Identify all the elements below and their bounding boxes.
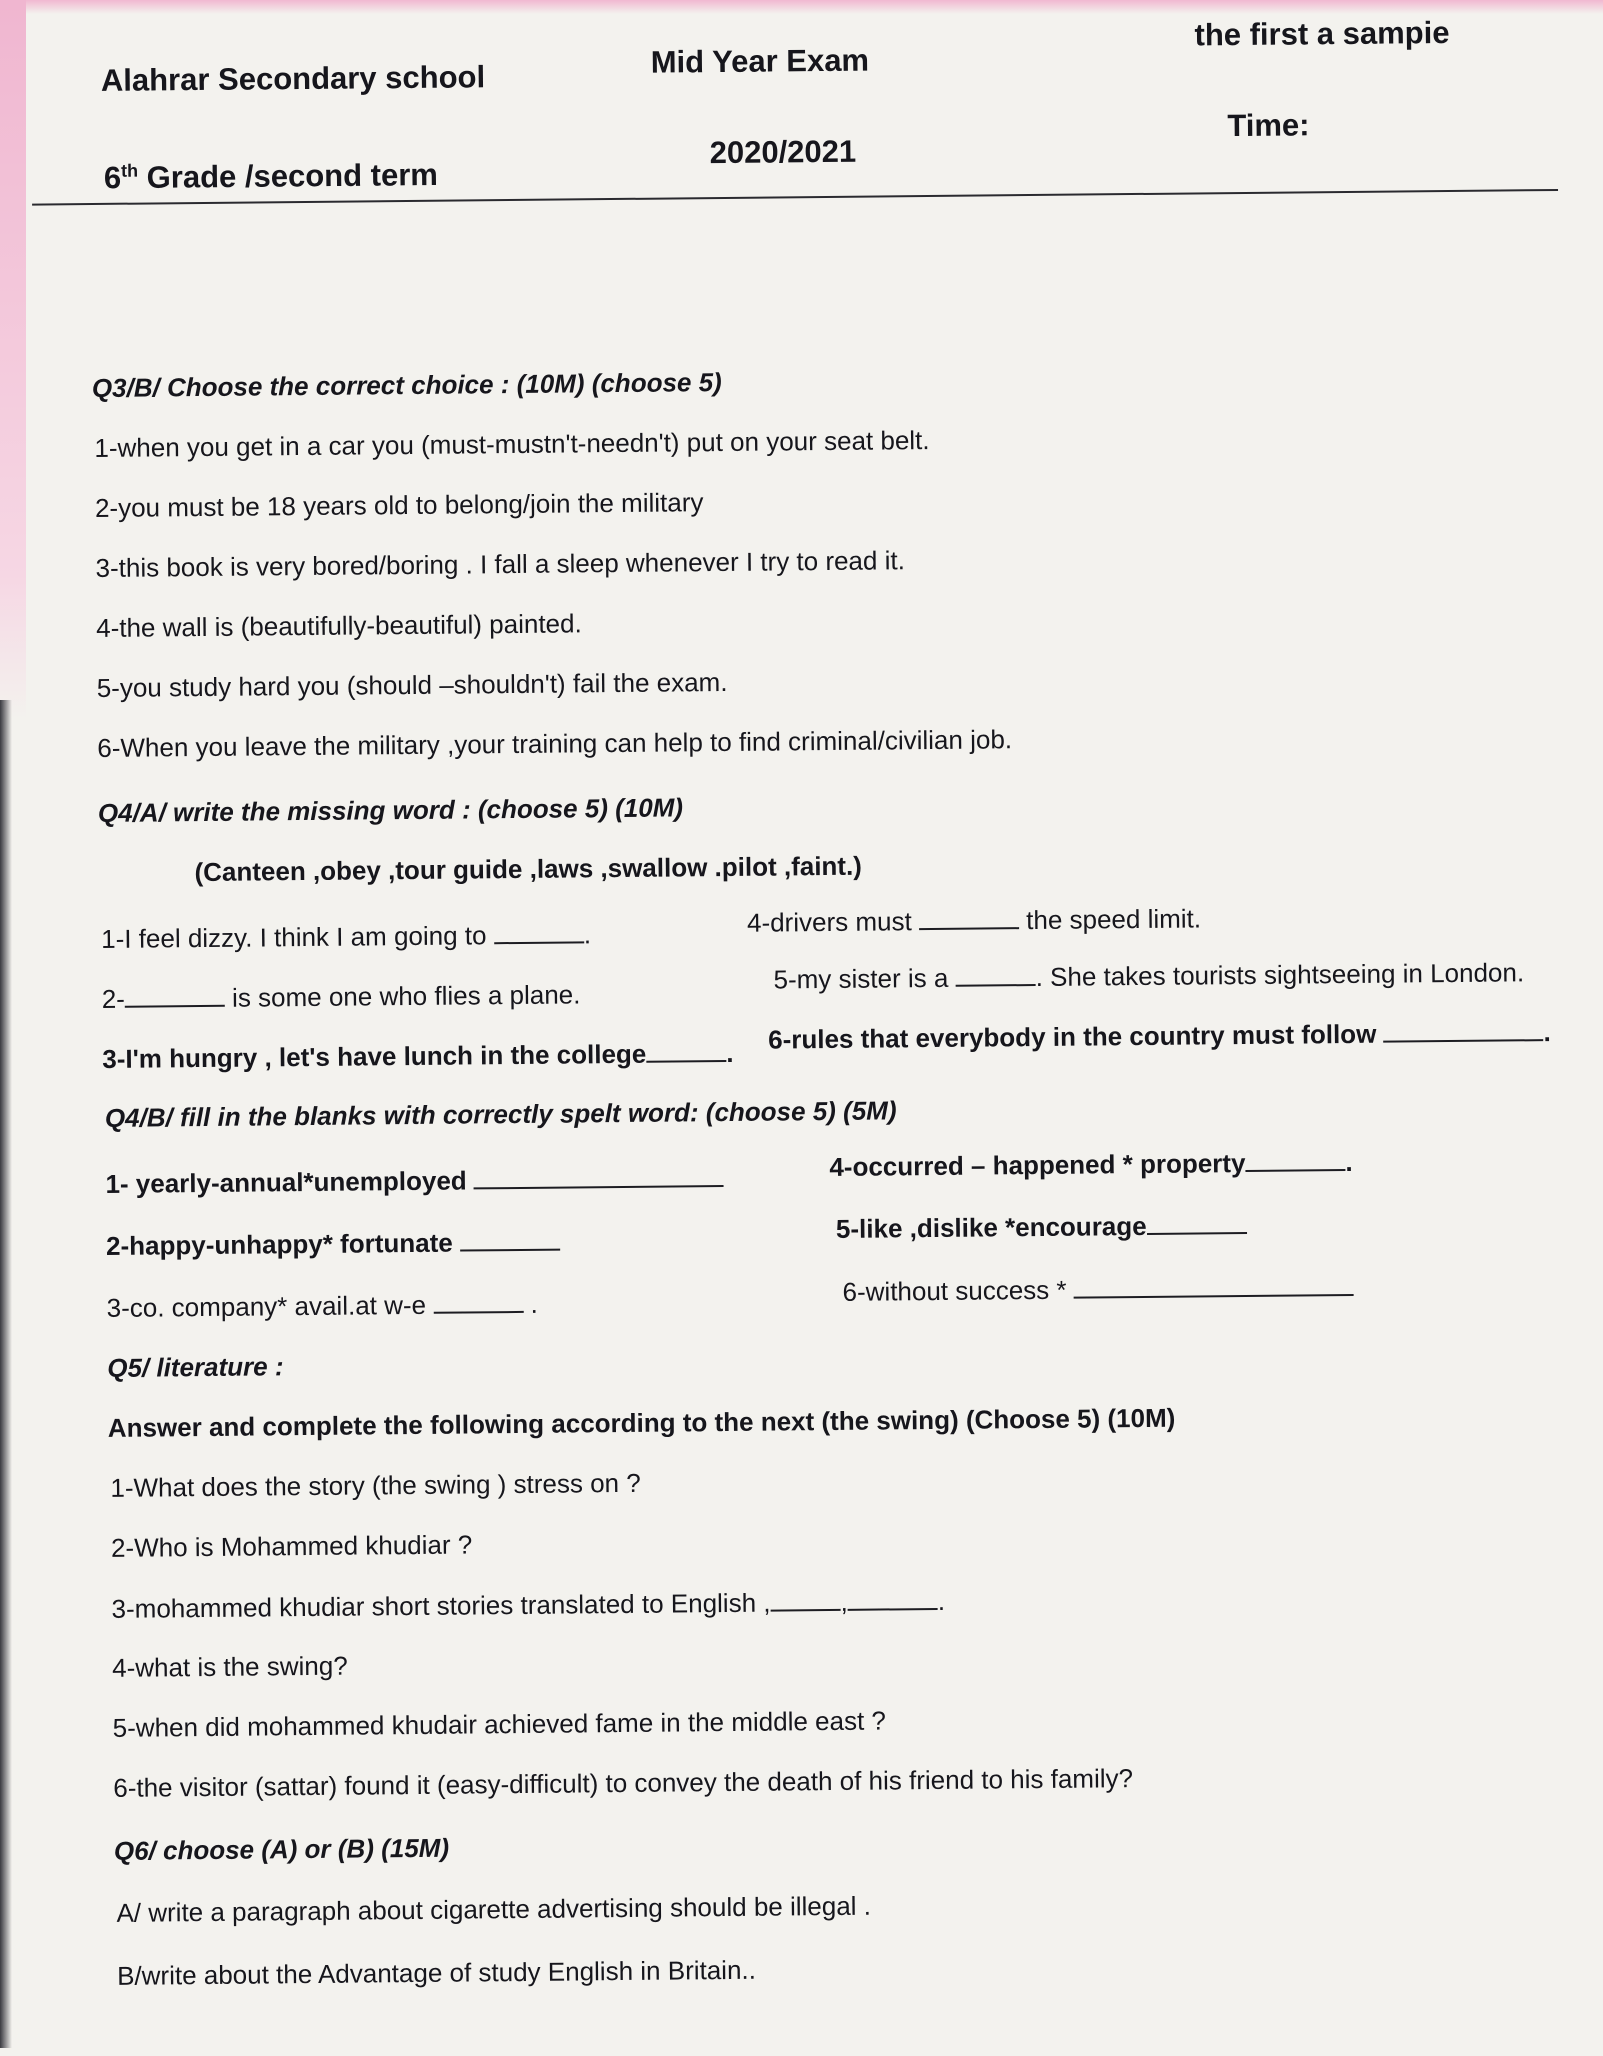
q5-blank-3a[interactable] — [770, 1585, 840, 1612]
q4a-item-2-text: 2- — [101, 983, 125, 1014]
q3b-item-5: 5-you study hard you (should –shouldn't) fail the exam. — [96, 666, 728, 704]
q4a-word-bank: (Canteen ,obey ,tour guide ,laws ,swallow .pilot ,faint.) — [194, 850, 863, 888]
q4a-item-2-end: is some one who flies a plane. — [231, 979, 581, 1013]
q4a-item-6 — [768, 1015, 1551, 1056]
grade-label — [104, 152, 438, 195]
q4a-item-4-end: the speed limit. — [1026, 903, 1202, 936]
grade-suffix: th — [120, 160, 139, 181]
q4b-blank-3[interactable] — [433, 1287, 523, 1314]
exam-title: Mid Year Exam — [650, 42, 870, 80]
q4a-title: Q4/A/ write the missing word : (choose 5) (10M) — [97, 792, 684, 828]
q3b-item-6: 6-When you leave the military ,your training can help to find criminal/civilian job. — [97, 724, 1013, 764]
q6-option-b: B/write about the Advantage of study English in Britain.. — [116, 1954, 757, 1991]
q4a-item-5-end: . She takes tourists sightseeing in London. — [1035, 957, 1525, 993]
q4a-blank-4[interactable] — [919, 903, 1019, 930]
q5-item-3: 3-mohammed khudiar short stories translated to English , , . — [111, 1585, 946, 1624]
q5-item-3-text: 3-mohammed khudiar short stories translated to English , — [111, 1587, 771, 1624]
q5-title: Q5/ literature : — [107, 1351, 284, 1383]
q5-intro: Answer and complete the following according to the next (the swing) (Choose 5) (10M) — [107, 1402, 1176, 1443]
q4a-blank-6[interactable] — [1383, 1015, 1543, 1043]
grade-number: 6 — [103, 160, 122, 196]
q4b-title: Q4/B/ fill in the blanks with correctly spelt word: (choose 5) (5M) — [104, 1095, 897, 1133]
q4b-item-2-text: 2-happy-unhappy* fortunate — [105, 1227, 453, 1261]
q5-blank-3b[interactable] — [848, 1584, 938, 1611]
paper-shadow-left — [0, 700, 12, 2048]
q4a-item-4-text: 4-drivers must — [746, 906, 912, 938]
q3b-item-4: 4-the wall is (beautifully-beautiful) painted. — [96, 608, 582, 644]
q4b-blank-6[interactable] — [1074, 1270, 1354, 1299]
q4b-blank-1[interactable] — [474, 1161, 724, 1189]
q5-item-5: 5-when did mohammed khudair achieved fame in the middle east ? — [112, 1705, 887, 1743]
q4a-item-1-text: 1-I feel dizzy. I think I am going to — [101, 920, 487, 954]
q4b-item-2 — [106, 1225, 560, 1262]
q4a-item-1-end: . — [583, 919, 592, 950]
school-year: 2020/2021 — [709, 133, 857, 171]
q4a-blank-2[interactable] — [125, 981, 225, 1008]
q4a-item-4 — [747, 901, 1201, 938]
q4a-item-2 — [102, 977, 581, 1015]
q4b-item-1 — [105, 1161, 724, 1200]
q4b-item-3: 3-co. company* avail.at w-e . — [106, 1288, 538, 1323]
q4a-item-6-text: 6-rules that everybody in the country must follow — [768, 1018, 1377, 1055]
q4b-blank-5[interactable] — [1146, 1208, 1246, 1235]
q4a-item-3-text: 3-I'm hungry , let's have lunch in the college — [102, 1038, 647, 1074]
q4a-item-3-end: . — [726, 1037, 734, 1068]
q4a-item-5 — [773, 955, 1524, 995]
q5-item-6: 6-the visitor (sattar) found it (easy-difficult) to convey the death of his friend to his family? — [113, 1763, 1134, 1803]
time-label: Time: — [1227, 107, 1310, 144]
q4a-blank-3[interactable] — [646, 1036, 726, 1063]
q4b-blank-2[interactable] — [460, 1225, 560, 1252]
q4a-blank-5[interactable] — [955, 960, 1035, 987]
q3b-item-2: 2-you must be 18 years old to belong/join the military — [94, 487, 704, 524]
q4b-item-4: 4-occurred – happened * property . — [829, 1146, 1353, 1182]
q3b-title: Q3/B/ Choose the correct choice : (10M) (choose 5) — [91, 366, 722, 404]
q6-title: Q6/ choose (A) or (B) (15M) — [113, 1832, 450, 1866]
q4a-item-6-end: . — [1543, 1017, 1551, 1048]
q4a-item-3 — [102, 1036, 734, 1075]
q4a-item-5-text: 5-my sister is a — [773, 962, 949, 995]
q5-item-4: 4-what is the swing? — [112, 1650, 348, 1683]
q4b-item-5 — [836, 1208, 1247, 1245]
q4b-item-6 — [842, 1270, 1354, 1308]
q4a-blank-1[interactable] — [494, 917, 584, 944]
school-name: Alahrar Secondary school — [100, 59, 486, 98]
q3b-item-3: 3-this book is very bored/boring . I fall a sleep whenever I try to read it. — [95, 545, 905, 584]
q4b-item-1-text: 1- yearly-annual*unemployed — [105, 1165, 467, 1199]
exam-sheet — [18, 0, 1598, 2056]
sample-label: the first a sampie — [1194, 14, 1450, 53]
q6-option-a: A/ write a paragraph about cigarette advertising should be illegal . — [116, 1890, 872, 1928]
q5-item-2: 2-Who is Mohammed khudiar ? — [110, 1529, 473, 1563]
q4b-item-4-text: 4-occurred – happened * property — [829, 1147, 1246, 1182]
q4b-item-3-text: 3-co. company* avail.at w-e — [106, 1289, 427, 1323]
q4a-item-1 — [101, 917, 591, 955]
grade-term: Grade /second term — [137, 157, 439, 195]
q5-item-1: 1-What does the story (the swing ) stress on ? — [110, 1467, 641, 1503]
q4b-item-5-text: 5-like ,dislike *encourage — [835, 1210, 1147, 1244]
q3b-item-1: 1-when you get in a car you (must-mustn't-needn't) put on your seat belt. — [94, 424, 930, 464]
q4b-blank-4[interactable] — [1245, 1145, 1345, 1172]
q4b-item-6-text: 6-without success * — [842, 1274, 1067, 1307]
